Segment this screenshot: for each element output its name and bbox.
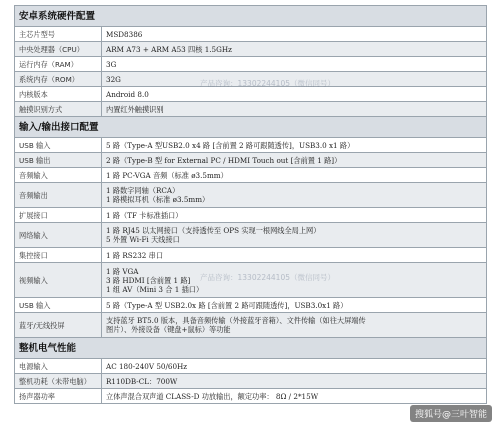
spec-label: 网络输入 xyxy=(15,223,102,248)
spec-row xyxy=(15,223,487,248)
spec-value: 5 路（Type-A 型USB2.0 x4 路 [含前置 2 路可跟随透传]，USB3.0 x1 路） xyxy=(102,138,487,153)
value-line: 3 路 HDMI [含前置 1 路] xyxy=(106,275,191,285)
spec-label: USB 输出 xyxy=(15,153,102,168)
value-line: 1 路模拟耳机（标准 ø3.5mm） xyxy=(106,195,210,204)
spec-label: 音频输入 xyxy=(15,168,102,183)
spec-label: 运行内存（RAM） xyxy=(15,57,102,72)
spec-label: USB 输入 xyxy=(15,298,102,313)
spec-label: 系统内存（ROM） xyxy=(15,72,102,87)
spec-row xyxy=(15,313,487,338)
spec-value xyxy=(102,223,487,248)
spec-value: 1 路（TF 卡标准插口） xyxy=(102,208,487,223)
spec-label: 中央处理器（CPU） xyxy=(15,42,102,57)
spec-label: 内核版本 xyxy=(15,87,102,102)
spec-label: 视频输入 xyxy=(15,263,102,298)
watermark-text: 产品咨询：13302244105（微信同号） xyxy=(200,79,335,88)
spec-value: Android 8.0 xyxy=(102,87,487,102)
spec-row xyxy=(15,57,487,72)
spec-value: 3G xyxy=(102,57,487,72)
spec-row xyxy=(15,208,487,223)
spec-value: ARM A73 + ARM A53 四核 1.5GHz xyxy=(102,42,487,57)
section-title: 整机电气性能 xyxy=(15,338,487,359)
section-header-electrical xyxy=(15,338,487,359)
spec-row xyxy=(15,183,487,208)
spec-label: 音频输出 xyxy=(15,183,102,208)
spec-value: 1 路 RS232 串口 xyxy=(102,248,487,263)
spec-row xyxy=(15,374,487,389)
spec-value xyxy=(102,313,487,338)
spec-value xyxy=(102,183,487,208)
spec-label: 整机功耗（未带电脑） xyxy=(15,374,102,389)
section-title: 安卓系统硬件配置 xyxy=(15,6,487,27)
watermark-text: 产品咨询：13302244105（微信同号） xyxy=(200,273,335,282)
section-header-io xyxy=(15,117,487,138)
value-line: 5 外置 Wi-Fi 天线接口 xyxy=(106,235,180,244)
section-header-android xyxy=(15,6,487,27)
spec-row xyxy=(15,138,487,153)
spec-value: 32G xyxy=(102,72,487,87)
spec-row xyxy=(15,27,487,42)
spec-value: 立体声混合双声道 CLASS-D 功放输出，额定功率： 8Ω / 2*15W xyxy=(102,389,487,404)
spec-value: AC 180-240V 50/60Hz xyxy=(102,359,487,374)
spec-label: 扬声器功率 xyxy=(15,389,102,404)
spec-table xyxy=(14,5,487,404)
value-line: 1 路 RJ45 以太网接口（支持透传至 OPS 实现一根网线全局上网） xyxy=(106,226,321,235)
spec-row xyxy=(15,153,487,168)
spec-value: MSD8386 xyxy=(102,27,487,42)
spec-row xyxy=(15,389,487,404)
spec-value: 1 路 PC-VGA 音频（标准 ø3.5mm） xyxy=(102,168,487,183)
spec-label: USB 输入 xyxy=(15,138,102,153)
spec-label: 蓝牙/无线投屏 xyxy=(15,313,102,338)
value-line: 1 路 VGA xyxy=(106,266,139,276)
section-title: 输入/输出接口配置 xyxy=(15,117,487,138)
spec-label: 电源输入 xyxy=(15,359,102,374)
spec-value: R110DB-CL：700W xyxy=(102,374,487,389)
spec-row xyxy=(15,359,487,374)
spec-label: 集控接口 xyxy=(15,248,102,263)
value-line: 支持蓝牙 BT5.0 版本，具备音频传输（外接蓝牙音箱）、文件传输（如往大屏端传 xyxy=(106,316,366,325)
spec-sheet xyxy=(14,5,487,427)
value-line: 1 组 AV（Mini 3 合 1 插口） xyxy=(106,284,204,294)
spec-row xyxy=(15,298,487,313)
value-line: 图片）、外接设备（键盘+鼠标）等功能 xyxy=(106,325,231,334)
spec-row xyxy=(15,102,487,117)
spec-row xyxy=(15,248,487,263)
spec-value: 2 路（Type-B 型 for External PC / HDMI Touch out [含前置 1 路]） xyxy=(102,153,487,168)
spec-label: 主芯片型号 xyxy=(15,27,102,42)
brand-watermark: 搜狐号@三叶智能 xyxy=(410,405,492,422)
spec-label: 触摸识别方式 xyxy=(15,102,102,117)
spec-label: 扩展接口 xyxy=(15,208,102,223)
spec-row xyxy=(15,42,487,57)
spec-value: 5 路（Type-A 型 USB2.0x 路 [含前置 2 路可跟随透传]，USB3.0x1 路） xyxy=(102,298,487,313)
value-line: 1 路数字同轴（RCA） xyxy=(106,186,180,195)
spec-value: 内置红外触摸识别 xyxy=(102,102,487,117)
spec-row xyxy=(15,168,487,183)
